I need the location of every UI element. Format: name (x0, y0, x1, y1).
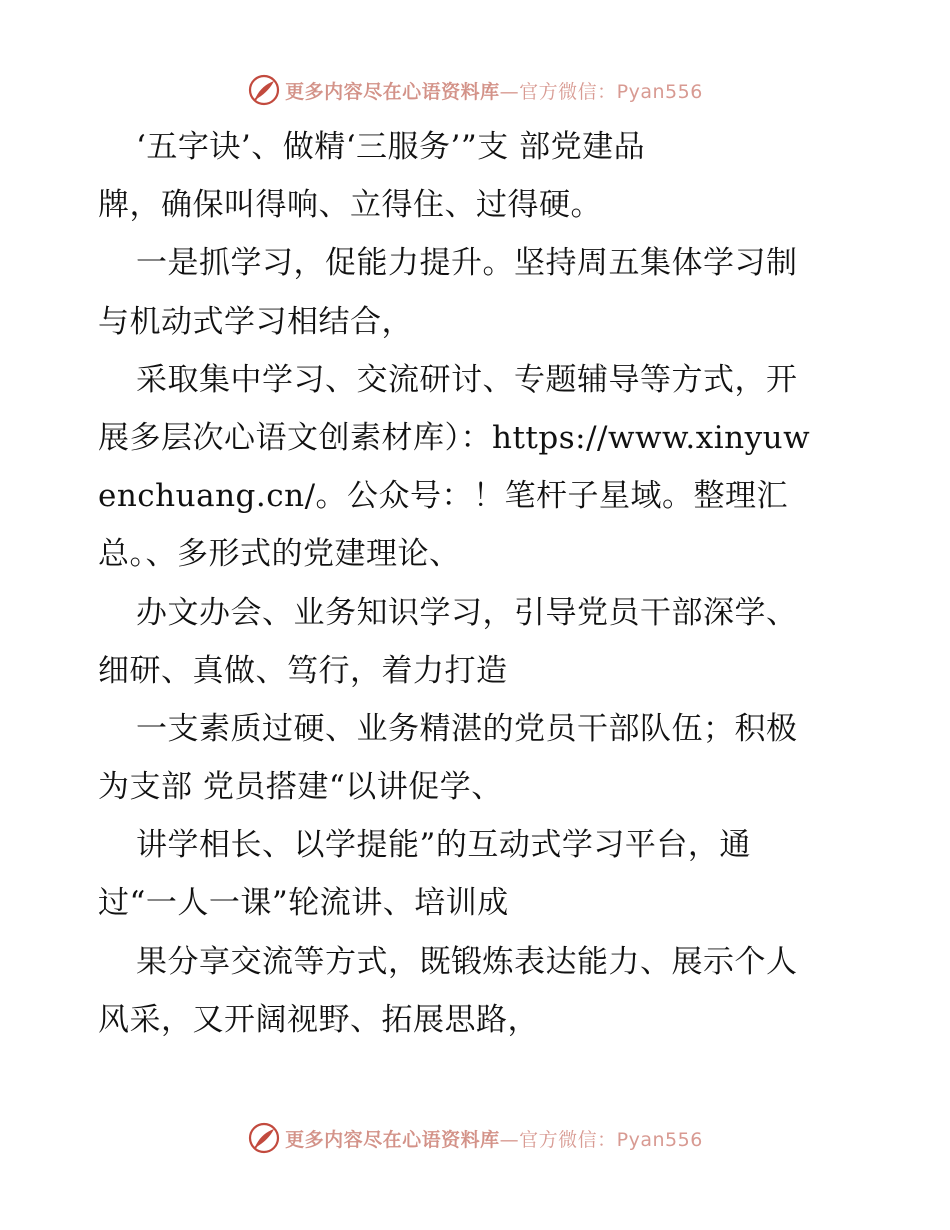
text-line: 与机动式学习相结合， (98, 303, 413, 340)
text-line: 为支部 党员搭建“以讲促学、 (98, 769, 503, 806)
text-line: 牌，确保叫得响、立得住、过得硬。 (98, 187, 602, 224)
text-line: 细研、真做、笃行，着力打造 (98, 652, 508, 689)
text-line: 果分享交流等方式，既锻炼表达能力、展示个人 (136, 943, 798, 980)
text-line: 讲学相长、以学提能”的互动式学习平台，通 (136, 827, 751, 864)
text-line: 风采，又开阔视野、拓展思路， (98, 1001, 539, 1038)
footer-watermark (0, 1118, 950, 1158)
text-line: 总。、多形式的党建理论、 (98, 536, 461, 573)
header-watermark (0, 70, 950, 110)
quill-logo-icon (247, 1121, 281, 1155)
text-line: 一是抓学习，促能力提升。坚持周五集体学习制 (136, 245, 798, 282)
text-line: 一支素质过硬、业务精湛的党员干部队伍；积极 (136, 710, 798, 747)
text-line: 办文办会、业务知识学习，引导党员干部深学、 (136, 594, 798, 631)
text-line: 采取集中学习、交流研讨、专题辅导等方式，开 (136, 361, 798, 398)
footer-watermark-text: 更多内容尽在心语资料库—官方微信：Pyan556 (285, 1128, 703, 1151)
text-line: ‘五字诀’、做精‘三服务’”支 部党建品 (136, 129, 646, 165)
text-line: 展多层次心语文创素材库）：https://www.xinyuw (98, 419, 811, 456)
text-line: 过“一人一课”轮流讲、培训成 (98, 885, 509, 922)
quill-logo-icon (247, 73, 281, 107)
text-line: enchuang.cn/。公众号：！笔杆子星域。整理汇 (98, 478, 789, 515)
header-watermark-text: 更多内容尽在心语资料库—官方微信：Pyan556 (285, 80, 703, 103)
document-body (98, 118, 858, 1049)
